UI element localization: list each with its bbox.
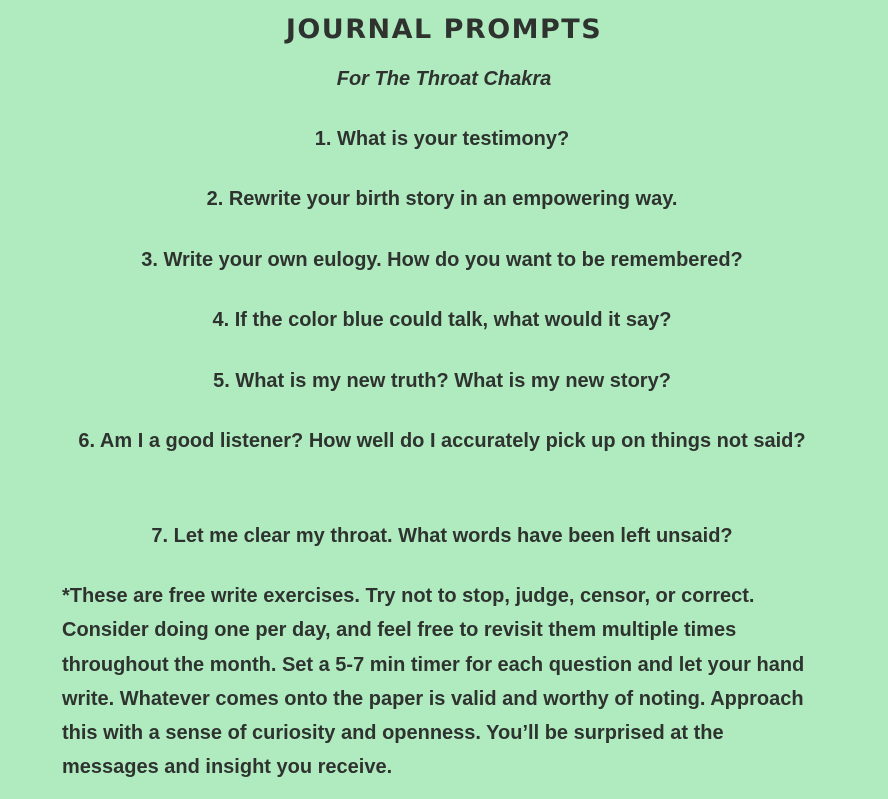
prompt-item-6: 6. Am I a good listener? How well do I accurately pick up on things not said? (78, 430, 806, 452)
prompt-item-1: 1. What is your testimony? (314, 128, 570, 150)
prompt-item-3: 3. Write your own eulogy. How do you want to be remembered? (141, 249, 743, 271)
prompt-item-5: 5. What is my new truth? What is my new story? (213, 370, 671, 392)
prompt-item-7: 7. Let me clear my throat. What words have been left unsaid? (151, 525, 733, 547)
page-title: JOURNAL PROMPTS (285, 14, 603, 45)
prompt-item-2: 2. Rewrite your birth story in an empowering way. (206, 188, 678, 210)
page-subtitle: For The Throat Chakra (336, 68, 552, 90)
prompt-item-4: 4. If the color blue could talk, what would it say? (212, 309, 672, 331)
instructions-note: *These are free write exercises. Try not to stop, judge, censor, or correct. Consider doing one per day, and feel free to revisit them multiple times throughout the month. Set a 5-7 min timer for each question and let your hand write. Whatever comes onto the paper is valid and worthy of noting. Approach this with a sense of curiosity and openness. You’ll be surprised at the messages and insight you receive. (62, 585, 805, 779)
